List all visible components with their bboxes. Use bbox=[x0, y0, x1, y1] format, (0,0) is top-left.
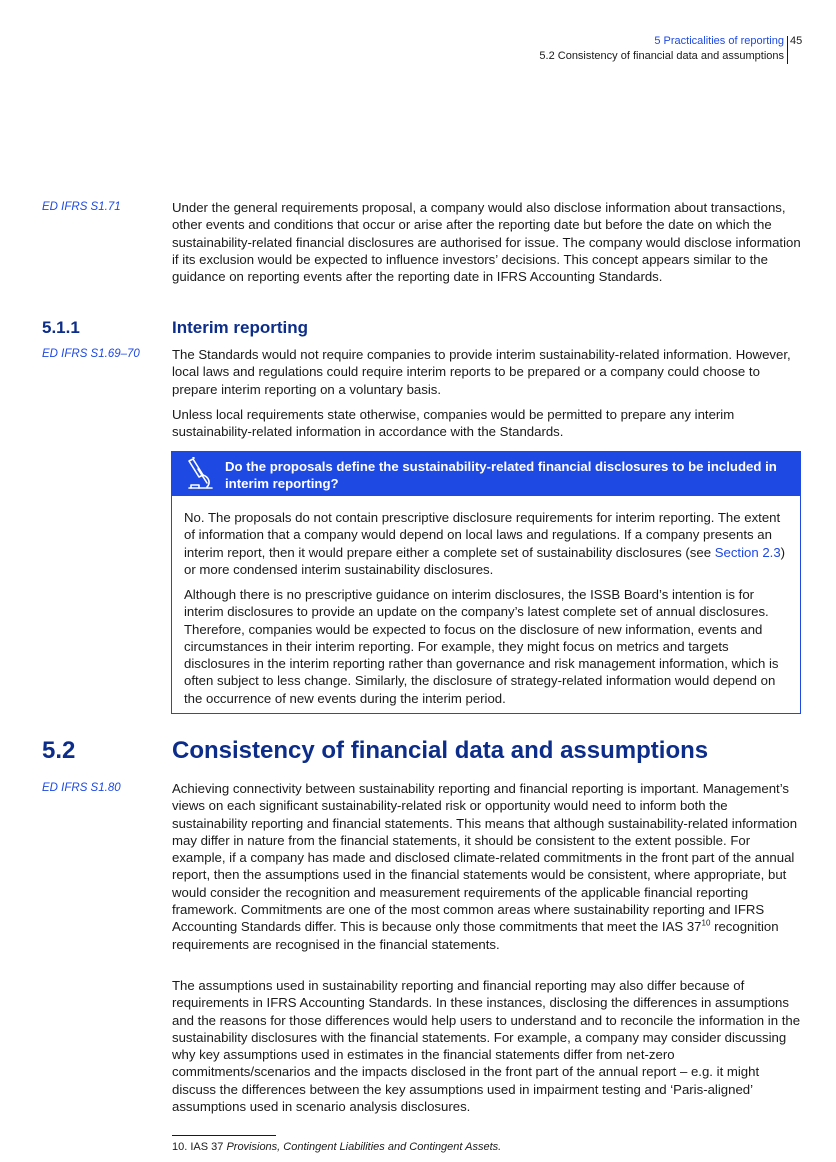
paragraph: Unless local requirements state otherwise, companies would be permitted to prepare any interim sustainability-related information in accordance with the Standards. bbox=[172, 407, 735, 440]
paragraph bbox=[172, 780, 804, 953]
margin-reference: ED IFRS S1.80 bbox=[42, 782, 121, 794]
callout-text: No. The proposals do not contain prescriptive disclosure requirements for interim reporting. The extent of information that a company would depend on local laws and regulations. If a company presents an interim report, then it would prepare either a complete set of sustainability disclosures (see bbox=[184, 510, 781, 560]
paragraph: The Standards would not require companies to provide interim sustainability-related information. However, local laws and regulations could require interim reports to be prepared or a company could choose to prepare interim reporting on a voluntary basis. bbox=[172, 347, 791, 397]
callout-paragraph: Although there is no prescriptive guidance on interim disclosures, the ISSB Board’s intention is for interim disclosures to provide an update on the company’s latest complete set of annual disclosures. Therefore, companies would be expected to focus on the disclosure of new information, events and circumstances in their interim reporting. For example, they might focus on metrics and targets disclosures in the interim reporting rather than governance and risk management information, which is often subject to less change. Similarly, the disclosure of strategy-related information would depend on the occurrence of new events during the interim period. bbox=[184, 587, 779, 706]
header-chapter: 5 Practicalities of reporting bbox=[654, 35, 784, 47]
callout-text: ) or more condensed interim sustainability disclosures. bbox=[184, 544, 786, 577]
section-number: 5.1.1 bbox=[42, 318, 80, 337]
section-title: Consistency of financial data and assumptions bbox=[172, 737, 709, 764]
margin-reference: ED IFRS S1.69–70 bbox=[42, 348, 140, 360]
paragraph-text: Achieving connectivity between sustainability reporting and financial reporting is important. Management’s views on each significant sustainability-related risk or opportunity would need to inform both the sustainability reporting and financial statements. This means that although sustainability-related information may differ in nature from the financial statements, it should be consistent to the extent possible. For example, if a company has made and disclosed climate-related commitments in the front part of the annual report, then the assumptions used in the financial statements would be consistent, where appropriate, but would consider the recognition and measurement requirements of the applicable financial reporting framework. Commitments are one of the most common areas where sustainability reporting and IFRS Accounting Standards differ. This is because only those commitments that meet the IAS 37 bbox=[172, 781, 798, 935]
header-section: 5.2 Consistency of financial data and assumptions bbox=[539, 50, 784, 62]
footnote-divider bbox=[172, 1135, 276, 1136]
section-number: 5.2 bbox=[42, 737, 76, 764]
callout-question: Do the proposals define the sustainability-related financial disclosures to be included in interim reporting? bbox=[225, 459, 777, 491]
footnote-title: Provisions, Contingent Liabilities and Contingent Assets. bbox=[226, 1141, 502, 1153]
header-divider bbox=[787, 36, 788, 64]
microscope-icon bbox=[185, 457, 215, 496]
callout-paragraph bbox=[184, 509, 794, 578]
callout-box bbox=[171, 451, 801, 714]
section-title: Interim reporting bbox=[172, 318, 309, 337]
paragraph-text: recognition requirements are recognised in the financial statements. bbox=[172, 919, 779, 952]
section-link[interactable]: Section 2.3 bbox=[714, 544, 781, 560]
paragraph: The assumptions used in sustainability reporting and financial reporting may also differ because of requirements in IFRS Accounting Standards. In these instances, disclosing the differences in assumptions and the reasons for those differences would help users to understand and to reconcile the information in the sustainability disclosures with the financial statements. For example, a company may consider discussing why key assumptions used in estimates in the financial statements differ from net-zero commitments/scenarios and the impacts disclosed in the front part of the annual report – e.g. it might discuss the differences between the key assumptions used in impairment testing and ‘Paris-aligned’ assumptions used in scenario analysis disclosures. bbox=[172, 978, 801, 1115]
footnote-label: 10. IAS 37 bbox=[172, 1141, 227, 1153]
page-number: 45 bbox=[790, 35, 803, 47]
footnote-marker: 10 bbox=[701, 918, 711, 928]
margin-reference: ED IFRS S1.71 bbox=[42, 201, 121, 213]
footnote bbox=[172, 1141, 501, 1153]
callout-header bbox=[172, 452, 800, 496]
running-header bbox=[539, 34, 784, 64]
paragraph: Under the general requirements proposal, a company would also disclose information about transactions, other events and conditions that occur or arise after the reporting date but before the date on which the sustainability-related financial disclosures are authorised for issue. The company would disclose information if its exclusion would be expected to influence investors’ decisions. This concept appears similar to the guidance on reporting events after the reporting date in IFRS Accounting Standards. bbox=[172, 200, 801, 285]
